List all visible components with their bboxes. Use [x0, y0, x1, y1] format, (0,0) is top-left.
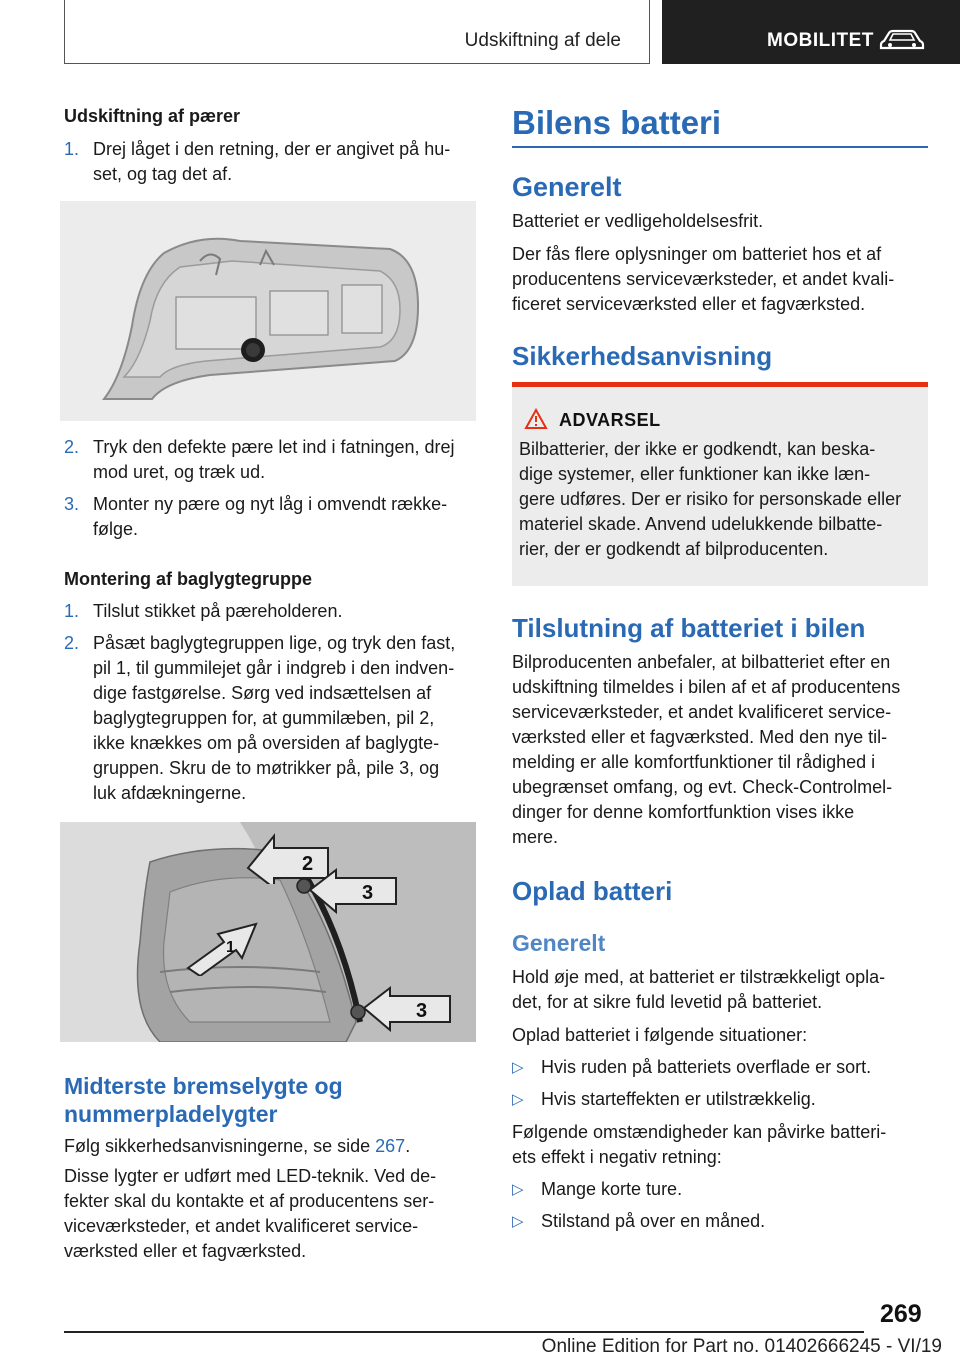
- warning-box: [512, 382, 928, 586]
- effect-paragraph: Følgende omstændigheder kan påvirke batteri- ets effekt i negativ retning:: [512, 1122, 887, 1167]
- warning-title: ADVARSEL: [559, 410, 661, 430]
- warning-accent-bar: [512, 382, 928, 387]
- arrow-3-label: 3: [416, 1000, 428, 1022]
- general-paragraph-1: Batteriet er vedligeholdelsesfrit.: [512, 211, 764, 231]
- bullet-triangle-icon: ▷: [512, 1181, 524, 1198]
- bullet-triangle-icon: ▷: [512, 1213, 524, 1230]
- chapter-tab: [662, 0, 960, 64]
- step-number: 1.: [64, 139, 80, 159]
- section-title: Udskiftning af dele: [464, 30, 621, 51]
- list-item: [64, 631, 484, 806]
- arrow-1-label: 1: [226, 939, 235, 956]
- list-item: [64, 137, 478, 187]
- warning-triangle-icon: [524, 408, 548, 430]
- title-divider: [512, 146, 928, 148]
- chapter-title: MOBILITET: [767, 30, 874, 51]
- step-text: Tryk den defekte pære let ind i fatningen, drej mod uret, og træk ud.: [93, 437, 455, 482]
- arrow-2-label: 2: [302, 853, 314, 875]
- list-item: ▷ Stilstand på over en måned.: [512, 1209, 928, 1234]
- arrow-3-marker-top: [306, 866, 400, 916]
- car-icon: [878, 28, 926, 52]
- list-item: [64, 492, 478, 542]
- list-item: ▷ Mange korte ture.: [512, 1177, 928, 1202]
- charge-heading: Oplad batteri: [512, 876, 673, 906]
- page-number: 269: [880, 1300, 922, 1328]
- brake-paragraph-2: Disse lygter er udført med LED-teknik. Ved de- fekter skal du kontakte et af producentens ser- viceværksteder, et andet kvalificeret service- værksted eller et fagværksted.: [64, 1166, 437, 1261]
- step-text: Monter ny pære og nyt låg i omvendt række- følge.: [93, 494, 448, 539]
- list-item: ▷ Hvis starteffekten er utilstrækkelig.: [512, 1087, 928, 1112]
- list-item: ▷ Hvis ruden på batteriets overflade er sort.: [512, 1055, 928, 1080]
- safety-heading: Sikkerhedsanvisning: [512, 341, 773, 371]
- charge-subheading: Generelt: [512, 930, 606, 956]
- step-text: Påsæt baglygtegruppen lige, og tryk den fast, pil 1, til gummilejet går i indgreb i den indven- dige fastgørelse. Sørg ved indsættelsen af baglygtegruppen for, at gummilæben, pil 2, ikke knækkes om på oversiden af baglygte- gruppen. Skru de to møtrikker på, pile 3, og luk afdækningerne.: [93, 633, 456, 803]
- step-number: 2.: [64, 437, 80, 457]
- brake-light-heading: Midterste bremselygte og nummerpladelygter: [64, 1073, 343, 1127]
- list-item: [64, 599, 478, 624]
- connect-paragraph: Bilproducenten anbefaler, at bilbatteriet efter en udskiftning tilmeldes i bilen af et af producentens serviceværksteder, et andet kvalificeret service- værksted eller et fagværksted. Med den nye til- melding er alle komfortfunktioner til rådighed i ubegrænset omfang, og evt. Check-Controlmel- dinger for denne komfortfunktion vises ikke mere.: [512, 652, 901, 847]
- step-number: 3.: [64, 494, 80, 514]
- page-reference-link[interactable]: 267: [375, 1136, 406, 1156]
- footer-edition: Online Edition for Part no. 01402666245 - VI/19: [541, 1336, 942, 1357]
- arrow-3-label: 3: [362, 882, 374, 904]
- footer-divider: [64, 1331, 864, 1333]
- page-title: Bilens batteri: [512, 104, 722, 141]
- bullet-triangle-icon: ▷: [512, 1059, 524, 1076]
- arrow-3-marker-bottom: [360, 984, 454, 1034]
- bullet-triangle-icon: ▷: [512, 1091, 524, 1108]
- charge-paragraph-2: Oplad batteriet i følgende situationer:: [512, 1025, 808, 1045]
- connect-heading: Tilslutning af batteriet i bilen: [512, 613, 866, 643]
- warning-text: Bilbatterier, der ikke er godkendt, kan beska- dige systemer, eller funktioner kan ikke læn- gere udføres. Der er risiko for personskade eller materiel skade. Anvend udelukkende bilbatte- rier, der er godkendt af bilproducenten.: [519, 439, 902, 559]
- arrow-1-marker: [184, 916, 264, 976]
- step-number: 1.: [64, 601, 80, 621]
- step-text: Tilslut stikket på pæreholderen.: [93, 601, 343, 621]
- bulb-cover-figure: [60, 201, 476, 421]
- header-section-tab: [64, 0, 650, 64]
- bulbs-heading: Udskiftning af pærer: [64, 106, 241, 126]
- brake-paragraph-1: Følg sikkerhedsanvisningerne, se side 267.: [64, 1136, 411, 1156]
- taillight-figure: [60, 822, 476, 1042]
- general-paragraph-2: Der fås flere oplysninger om batteriet hos et af producentens serviceværksteder, et andet kvali- ficeret serviceværksted eller et fagværksted.: [512, 244, 895, 314]
- charge-paragraph-1: Hold øje med, at batteriet er tilstrækkeligt opla- det, for at sikre fuld levetid på batteriet.: [512, 967, 886, 1012]
- list-item: [64, 435, 484, 485]
- general-heading: Generelt: [512, 172, 622, 202]
- mount-heading: Montering af baglygtegruppe: [64, 569, 313, 589]
- step-text: Drej låget i den retning, der er angivet på hu- set, og tag det af.: [93, 139, 451, 184]
- step-number: 2.: [64, 633, 80, 653]
